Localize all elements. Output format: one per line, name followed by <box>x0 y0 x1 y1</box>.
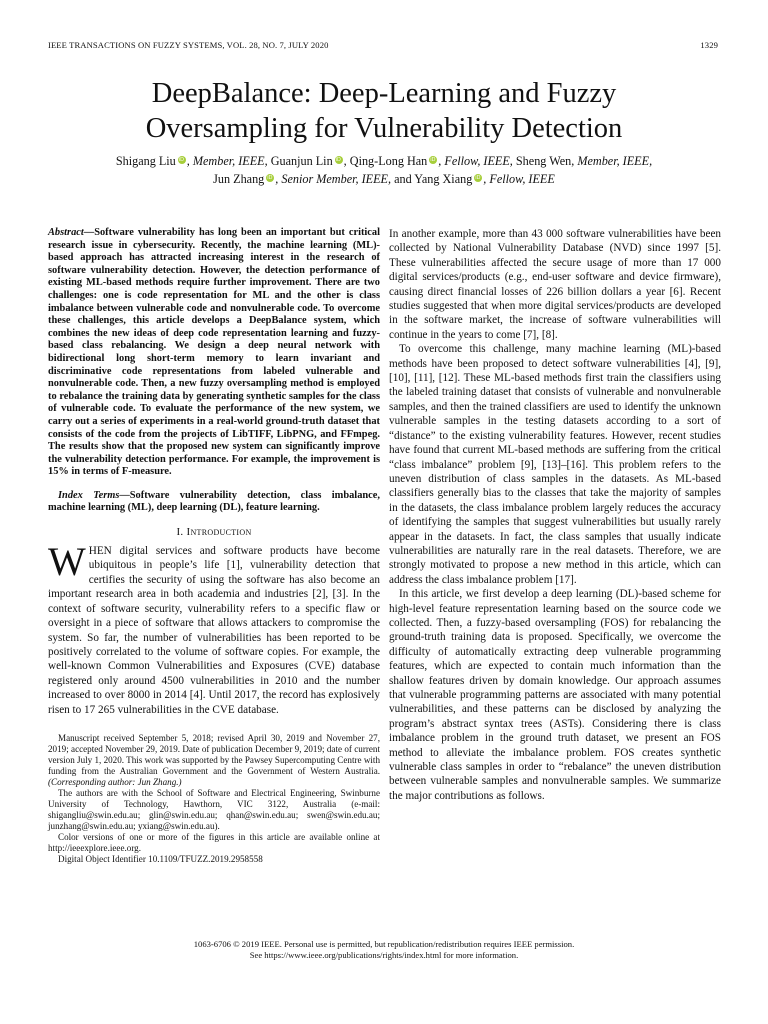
copyright-line: 1063-6706 © 2019 IEEE. Personal use is permitted, but republication/redistribution requires IEEE permission. <box>193 939 575 949</box>
footnotes <box>48 727 380 865</box>
paragraph: In another example, more than 43 000 software vulnerabilities have been collected by National Vulnerability Database (NVD) since 1997 [5]. These vulnerabilities affected the secure usage of more than 17 000 digital services/products (e.g., end-user software and device firmware), causing direct financial losses of 226 billion dollars a year [6]. Recent studies suggested that when more digital services/products are developed in the software market, the increase of software vulnerabilities will continue in the years to come [7], [8]. <box>389 228 721 341</box>
title-line-1: DeepBalance: Deep-Learning and Fuzzy <box>151 78 617 109</box>
page-number: 1329 <box>700 40 718 50</box>
paragraph: To overcome this challenge, many machine learning (ML)-based methods have been proposed to detect software vulnerabilities [4], [9], [10], [11], [12]. These ML-based methods first train the classifiers using the labeled training dataset that consists of vulnerable and nonvulnerable samples, and then the trained classifiers are used to identify the unknown vulnerable samples in the testing datasets according to a sort of “distance” to the existing vulnerability features. However, recent studies have found that current ML-based methods are suffering from the critical “class imbalance” problem [9], [13]–[16]. This problem refers to the uneven distribution of class samples in the datasets. As ML-based classifiers generally bias to the classes that take the majority of samples in the datasets, the class imbalance problem largely reduces the accuracy of identifying the samples that suggest vulnerabilities but usually rarely appear in the datasets. In fact, the class samples that usually indicate vulnerabilities are naturally rare in the real datasets. Therefore, we are strongly motivated to propose a new method in this article, which can address the class imbalance problem [17]. <box>389 343 721 586</box>
footnote-text: Manuscript received September 5, 2018; revised April 30, 2019 and November 27, 2019; accepted November 29, 2019. Date of publication December 9, 2019; date of current version July 1, 2020. This work was supported by the Pawsey Supercomputing Centre with funding from the Australian Government and the Government of Western Australia. <box>48 732 380 776</box>
intro-paragraph <box>48 539 380 717</box>
journal-name: IEEE TRANSACTIONS ON FUZZY SYSTEMS, VOL. 28, NO. 7, JULY 2020 <box>48 40 329 50</box>
rights-link-line: See https://www.ieee.org/publications/rights/index.html for more information. <box>249 950 519 960</box>
orcid-icon[interactable] <box>474 174 482 182</box>
title-line-2: Oversampling for Vulnerability Detection <box>145 113 623 144</box>
author-role: , Fellow, IEEE, <box>438 154 513 168</box>
paper-title <box>40 76 728 146</box>
footnote-color: Color versions of one or more of the figures in this article are available online at http://ieeexplore.ieee.org. <box>48 831 380 853</box>
orcid-icon[interactable] <box>178 156 186 164</box>
orcid-icon[interactable] <box>429 156 437 164</box>
abstract <box>48 227 380 479</box>
author-name: Qing-Long Han <box>346 154 428 168</box>
footnote-doi: Digital Object Identifier 10.1109/TFUZZ.2019.2958558 <box>58 853 263 864</box>
author-line-1 <box>40 153 728 171</box>
author-name: Shigang Liu <box>115 154 176 168</box>
left-column <box>48 227 380 865</box>
copyright-footer <box>0 939 768 961</box>
section-number: I. <box>176 526 187 539</box>
author-role: , Member, IEEE, <box>186 154 268 168</box>
orcid-icon[interactable] <box>335 156 343 164</box>
author-role: Member, IEEE, <box>577 154 653 168</box>
section-heading <box>48 526 380 538</box>
footnote-affiliation: The authors are with the School of Software and Electrical Engineering, Swinburne University of Technology, Hawthorn, VIC 3122, Australia (e-mail: shigangliu@swin.edu.au; glin@swin.edu.au; qhan@swin.edu.au; swen@swin.edu.au; junzhang@swin.edu.au; yxiang@swin.edu.au). <box>48 787 380 831</box>
orcid-icon[interactable] <box>266 174 274 182</box>
index-terms <box>48 490 380 515</box>
author-name: Guanjun Lin <box>267 154 333 168</box>
author-name: Sheng Wen, <box>512 154 578 168</box>
right-column <box>389 227 721 803</box>
abstract-text: —Software vulnerability has long been an important but critical research issue in cybersecurity. Recently, the machine learning (ML)-based approach has attracted increasing interest in the research of software vulnerability detection. However, the detection performance of existing ML-based methods require further improvement. There are two challenges: one is code representation for ML and the other is class imbalance between vulnerable code and nonvulnerable code. To overcome these challenges, this article develops a DeepBalance system, which combines the new ideas of deep code representation learning and fuzzy-based class rebalancing. We design a deep neural network with bidirectional long short-term memory to learn invariant and discriminative code representations from labeled vulnerable and nonvulnerable code. Then, a new fuzzy oversampling method is employed to rebalance the training data by generating synthetic samples for the class of vulnerable code. To evaluate the performance of the new system, we carry out a series of experiments in a real-world ground-truth dataset that consists of the code from the projects of LibTIFF, LibPNG, and FFmpeg. The results show that the proposed new system can significantly improve the vulnerability detection performance. For example, the improvement is 15% in terms of F-measure. <box>48 227 380 478</box>
drop-cap: W <box>48 539 86 585</box>
abstract-lead: Abstract <box>48 227 84 238</box>
author-name: and Yang Xiang <box>391 171 473 186</box>
author-name: Jun Zhang <box>213 171 265 186</box>
author-role: , Fellow, IEEE <box>483 171 555 186</box>
index-terms-lead: Index Terms <box>58 489 120 501</box>
separator: , <box>343 154 347 168</box>
paragraph: In this article, we first develop a deep learning (DL)-based scheme for high-level feature representation learning based on the source code we collected. Then, a fuzzy-based oversampling (FOS) for rebalancing the ground-truth training data is proposed. Specifically, we overcome the difficulty of automatically extracting deep vulnerable programming features, which are expected to contain much information than the shallow features driven by domain knowledge. Our approach assumes that vulnerable programming patterns are associated with many potential vulnerabilities, and these patterns can be disclosed by analyzing the program’s abstract syntax trees (ASTs). Considering there is class imbalance problem in the ground truth dataset, we present an FOS method to alleviate the imbalance problem. FOS creates synthetic vulnerable class samples in order to “rebalance” the uneven distribution between vulnerable samples and nonvulnerable samples. We summarize the major contributions as follows. <box>389 588 721 802</box>
corresponding-author: (Corresponding author: Jun Zhang.) <box>48 776 182 787</box>
index-terms-text: —Software vulnerability detection, class imbalance, machine learning (ML), deep learning (DL), feature learning. <box>48 489 380 514</box>
author-line-2 <box>40 171 728 189</box>
footnote-manuscript <box>48 733 380 788</box>
author-role: , Senior Member, IEEE, <box>275 171 392 186</box>
intro-text: HEN digital services and software products have become ubiquitous in people’s life [1], vulnerability detection that certifies the security of using the software has also become an important research area in both academia and industries [2], [3]. In the context of software security, vulnerability refers to a specific flaw or oversight in a piece of software that allows attackers to compromise the system. So far, the number of vulnerabilities has been reported to be positively correlated to the volume of software copies. For example, the well-known Common Vulnerabilities and Exposures (CVE) database registered only around 4500 vulnerabilities in 2010 and the number increased to over 8000 in 2014 [4]. Until 2017, the record has explosively risen to 17 265 vulnerabilities in the CVE database. <box>48 545 380 716</box>
intro-body <box>48 539 380 717</box>
running-header <box>48 40 718 50</box>
author-list <box>40 153 728 188</box>
section-title: Introduction <box>186 526 252 539</box>
